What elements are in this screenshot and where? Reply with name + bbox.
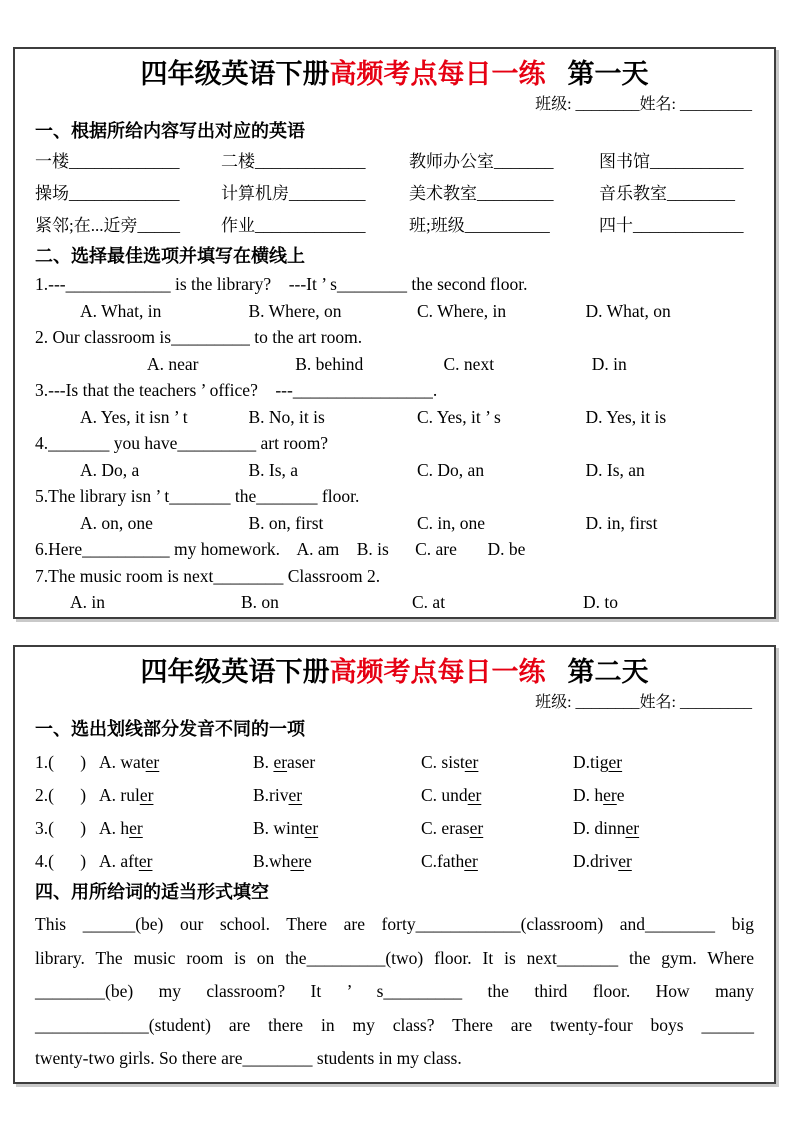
question: [35, 536, 754, 563]
option-b: B. on, first: [248, 512, 324, 533]
vocab-item: 计算机房_________: [221, 184, 366, 203]
vocab-item: 四十_____________: [599, 216, 744, 235]
vocab-item: 班;班级__________: [409, 216, 550, 235]
name-blank-line: _________: [680, 694, 752, 711]
name-blank-line: _________: [680, 96, 752, 113]
option-b: B. behind: [295, 353, 364, 374]
phonics-option-a: A. water: [99, 752, 160, 772]
page-title: [35, 653, 754, 691]
option-d: D. What, on: [585, 300, 671, 321]
question: [35, 430, 754, 483]
phonics-option-a: A. ruler: [99, 785, 154, 805]
question: [35, 563, 754, 616]
phonics-option-b: B. eraser: [253, 752, 316, 772]
section-heading-cloze: 四、用所给词的适当形式填空: [35, 882, 269, 902]
option-b: B. Where, on: [248, 300, 342, 321]
option-a: A. What, in: [80, 300, 162, 321]
option-d: D. in: [591, 353, 627, 374]
phonics-option-d: D.tiger: [573, 752, 623, 772]
option-d: D. Yes, it is: [585, 406, 667, 427]
title-highlight: 高频考点每日一练: [329, 657, 546, 687]
question-options: [35, 351, 754, 378]
question: [35, 483, 754, 536]
student-info-line: [35, 93, 754, 117]
student-info-line: [35, 691, 754, 715]
cloze-line: twenty-two girls. So there are________ students in my class.: [35, 1048, 462, 1068]
class-label: 班级:: [535, 96, 576, 113]
question: [35, 324, 754, 377]
page-title: [35, 55, 754, 93]
vocab-item: 作业_____________: [221, 216, 366, 235]
vocab-item: 操场_____________: [35, 184, 180, 203]
phonics-option-a: A. after: [99, 851, 153, 871]
option-a: A. in: [70, 592, 105, 612]
title-text: 四年级英语下册: [140, 657, 330, 687]
question-stem: 7.The music room is next________ Classroom 2.: [35, 565, 381, 586]
section-heading-vocab: 一、根据所给内容写出对应的英语: [35, 121, 305, 141]
phonics-option-c: C. eraser: [421, 818, 484, 838]
cloze-paragraph: [35, 908, 754, 1076]
phonics-option-d: D.driver: [573, 851, 632, 871]
option-d: D. Is, an: [585, 459, 645, 480]
title-day: 第二天: [567, 657, 649, 687]
option-d: D. to: [583, 592, 618, 612]
phonics-option-a: A. her: [99, 818, 143, 838]
vocab-item: 紧邻;在...近旁_____: [35, 216, 180, 235]
phonics-row: [35, 845, 754, 878]
vocab-item: 图书馆___________: [599, 152, 744, 171]
phonics-exercise: [35, 746, 754, 878]
option-c: C. in, one: [417, 512, 486, 533]
worksheet-page-2: [13, 645, 776, 1084]
option-c: C. at: [412, 592, 446, 612]
name-label: 姓名:: [639, 96, 680, 113]
option-c: C. Do, an: [417, 459, 485, 480]
question-options: [35, 404, 754, 431]
phonics-option-b: B. winter: [253, 818, 319, 838]
title-day: 第一天: [567, 59, 649, 89]
worksheet-page-1: [13, 47, 776, 619]
option-c: C. Yes, it ’ s: [417, 406, 501, 427]
phonics-number: 1.( ): [35, 752, 87, 772]
name-label: 姓名:: [639, 694, 680, 711]
vocab-item: 音乐教室________: [599, 184, 735, 203]
question-stem: 2. Our classroom is_________ to the art room.: [35, 327, 363, 347]
vocab-item: 一楼_____________: [35, 152, 180, 171]
vocab-item: 二楼_____________: [221, 152, 366, 171]
option-b: B. Is, a: [248, 459, 299, 480]
title-text: 四年级英语下册: [140, 59, 330, 89]
phonics-option-b: B.river: [253, 785, 303, 805]
question-stem: 4._______ you have_________ art room?: [35, 433, 329, 453]
phonics-row: [35, 812, 754, 845]
cloze-line: _____________(student) are there in my class? There are twenty-four boys ______: [35, 1014, 754, 1035]
option-c: C. Where, in: [417, 300, 507, 321]
phonics-option-c: C. under: [421, 785, 482, 805]
option-a: A. Yes, it isn ’ t: [80, 406, 188, 427]
question-stem: 3.---Is that the teachers ’ office? ---________________.: [35, 380, 438, 400]
question: [35, 377, 754, 430]
class-blank-line: ________: [575, 96, 640, 113]
question-options: [35, 457, 754, 484]
question-stem: 5.The library isn ’ t_______ the_______ floor.: [35, 486, 360, 506]
question-stem: 1.---____________ is the library? ---It ’ s________ the second floor.: [35, 274, 528, 294]
option-b: B. No, it is: [248, 406, 325, 427]
question-options: [35, 510, 754, 537]
cloze-line: ________(be) my classroom? It ’ s_________ the third floor. How many: [35, 981, 754, 1001]
class-label: 班级:: [535, 694, 576, 711]
title-highlight: 高频考点每日一练: [329, 59, 546, 89]
question-options: [35, 589, 754, 616]
phonics-option-b: B.where: [253, 851, 312, 871]
question-options: [35, 298, 754, 325]
question-stem: 6.Here__________ my homework. A. am B. is C. are D. be: [35, 539, 526, 559]
section-heading-phonics: 一、选出划线部分发音不同的一项: [35, 719, 305, 739]
phonics-option-d: D. dinner: [573, 818, 640, 838]
phonics-number: 4.( ): [35, 851, 87, 871]
question: [35, 271, 754, 324]
option-a: A. near: [147, 353, 199, 374]
phonics-row: [35, 779, 754, 812]
section-heading-choice: 二、选择最佳选项并填写在横线上: [35, 246, 305, 266]
vocab-item: 教师办公室_______: [409, 152, 554, 171]
phonics-number: 2.( ): [35, 785, 87, 805]
cloze-line: This ______(be) our school. There are forty____________(classroom) and________ big: [35, 914, 754, 934]
vocab-grid: [35, 146, 754, 242]
phonics-option-d: D. here: [573, 785, 625, 805]
phonics-option-c: C. sister: [421, 752, 479, 772]
phonics-row: [35, 746, 754, 779]
option-a: A. on, one: [80, 512, 153, 533]
option-a: A. Do, a: [80, 459, 140, 480]
class-blank-line: ________: [575, 694, 640, 711]
option-c: C. next: [443, 353, 495, 374]
option-d: D. in, first: [585, 512, 658, 533]
phonics-option-c: C.father: [421, 851, 478, 871]
option-b: B. on: [241, 592, 279, 612]
phonics-number: 3.( ): [35, 818, 87, 838]
vocab-item: 美术教室_________: [409, 184, 554, 203]
cloze-line: library. The music room is on the_________(two) floor. It is next_______ the gym. Where: [35, 947, 754, 968]
